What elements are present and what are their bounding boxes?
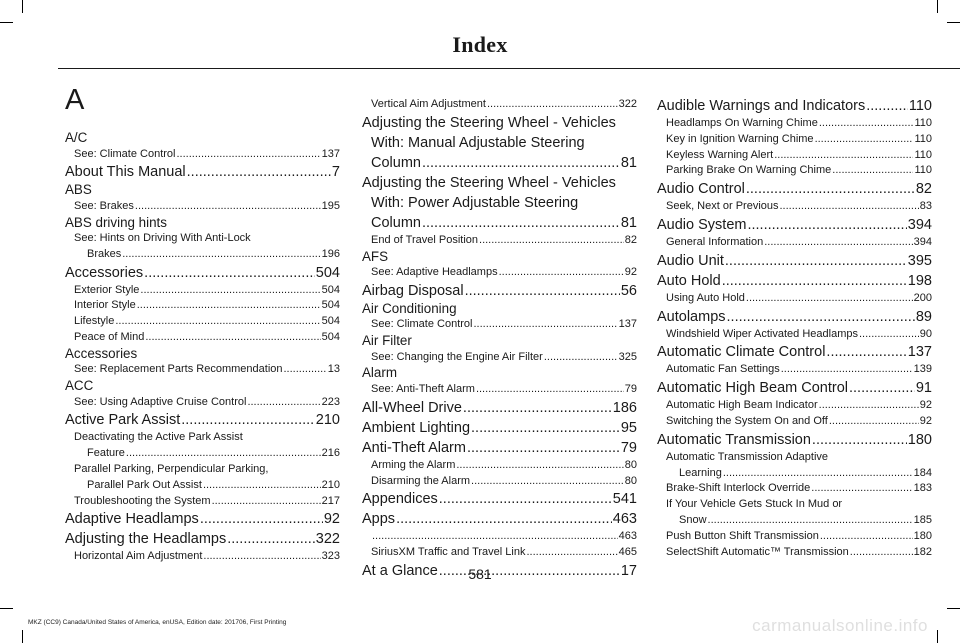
index-entry[interactable]: Parallel Park Out Assist ..... 210 xyxy=(65,478,340,494)
index-entry[interactable]: Feature ..... 216 xyxy=(65,446,340,462)
crop-mark xyxy=(0,608,13,609)
index-entry[interactable]: Horizontal Aim Adjustment ..... 323 xyxy=(65,549,340,565)
footer-edition: MKZ (CC9) Canada/United States of America, enUSA, Edition date: 201706, First Printing xyxy=(28,619,287,626)
index-entry[interactable]: Automatic Transmission ..... 180 xyxy=(657,430,932,450)
index-entry[interactable]: All-Wheel Drive ..... 186 xyxy=(362,398,637,418)
index-heading: AFS xyxy=(362,248,389,264)
index-entry[interactable]: See: Brakes ..... 195 xyxy=(65,199,340,215)
crop-mark xyxy=(0,22,13,23)
index-entry[interactable]: See: Adaptive Headlamps ..... 92 xyxy=(362,265,637,281)
page-number: 581 xyxy=(468,566,492,582)
index-heading: ACC xyxy=(65,378,94,394)
index-entry[interactable]: About This Manual ..... 7 xyxy=(65,162,340,182)
index-entry[interactable]: Switching the System On and Off ..... 92 xyxy=(657,414,932,430)
index-heading: Alarm xyxy=(362,365,397,381)
index-subentry: See: Hints on Driving With Anti-Lock xyxy=(74,232,251,245)
index-entry[interactable]: Keyless Warning Alert ..... 110 xyxy=(657,148,932,164)
index-entry[interactable]: Windshield Wiper Activated Headlamps ..... 90 xyxy=(657,327,932,343)
index-entry[interactable]: Parking Brake On Warning Chime ..... 110 xyxy=(657,163,932,179)
index-column-1 xyxy=(65,80,340,565)
index-entry[interactable]: Active Park Assist ..... 210 xyxy=(65,410,340,430)
index-heading: ABS driving hints xyxy=(65,214,167,230)
index-entry[interactable]: Using Auto Hold ..... 200 xyxy=(657,291,932,307)
index-entry[interactable]: Headlamps On Warning Chime ..... 110 xyxy=(657,116,932,132)
index-entry[interactable]: Audio Unit ..... 395 xyxy=(657,251,932,271)
section-letter: A xyxy=(65,84,85,116)
index-entry[interactable]: Push Button Shift Transmission ..... 180 xyxy=(657,529,932,545)
index-entry[interactable]: Automatic Fan Settings ..... 139 xyxy=(657,362,932,378)
crop-mark xyxy=(947,22,960,23)
index-entry[interactable]: Accessories ..... 504 xyxy=(65,263,340,283)
index-entry[interactable]: Airbag Disposal ..... 56 xyxy=(362,281,637,301)
index-entry[interactable]: Auto Hold ..... 198 xyxy=(657,271,932,291)
index-entry[interactable]: Audio System ..... 394 xyxy=(657,215,932,235)
crop-mark xyxy=(22,0,23,13)
index-heading: With: Power Adjustable Steering xyxy=(371,194,579,211)
index-heading: Air Filter xyxy=(362,333,412,349)
index-entry[interactable]: Autolamps ..... 89 xyxy=(657,307,932,327)
index-entry[interactable]: See: Replacement Parts Recommendation ..... 13 xyxy=(65,362,340,378)
index-subentry: Automatic Transmission Adaptive xyxy=(666,450,829,463)
index-entry[interactable]: Automatic High Beam Indicator ..... 92 xyxy=(657,398,932,414)
index-heading: ABS xyxy=(65,182,92,198)
index-entry[interactable]: End of Travel Position ..... 82 xyxy=(362,233,637,249)
index-subentry: Deactivating the Active Park Assist xyxy=(74,431,243,444)
index-heading: Air Conditioning xyxy=(362,300,457,316)
index-heading: A/C xyxy=(65,130,88,145)
index-entry[interactable]: Disarming the Alarm ..... 80 xyxy=(362,474,637,490)
crop-mark xyxy=(947,608,960,609)
index-heading: Adjusting the Steering Wheel - Vehicles xyxy=(362,174,616,191)
index-entry[interactable]: Vertical Aim Adjustment ..... 322 xyxy=(362,97,637,113)
crop-mark xyxy=(937,0,938,13)
index-entry[interactable]: See: Anti-Theft Alarm ..... 79 xyxy=(362,382,637,398)
index-entry[interactable]: Appendices ..... 541 xyxy=(362,489,637,509)
index-entry[interactable]: Automatic High Beam Control ..... 91 xyxy=(657,378,932,398)
index-entry[interactable]: Troubleshooting the System ..... 217 xyxy=(65,494,340,510)
index-entry[interactable]: See: Using Adaptive Cruise Control ..... 223 xyxy=(65,395,340,411)
watermark: carmanualsonline.info xyxy=(752,616,928,635)
index-entry[interactable]: At a Glance ..... 17 xyxy=(362,561,637,581)
crop-mark xyxy=(937,630,938,643)
index-entry[interactable]: Column ..... 81 xyxy=(362,213,637,233)
index-entry[interactable]: Audio Control ..... 82 xyxy=(657,179,932,199)
index-entry[interactable]: Anti-Theft Alarm ..... 79 xyxy=(362,438,637,458)
index-entry[interactable]: General Information ..... 394 xyxy=(657,235,932,251)
index-entry[interactable]: Apps ..... 463 xyxy=(362,509,637,529)
index-entry[interactable]: Audible Warnings and Indicators ..... 110 xyxy=(657,96,932,116)
index-entry[interactable]: Seek, Next or Previous ..... 83 xyxy=(657,199,932,215)
index-entry[interactable]: Lifestyle ..... 504 xyxy=(65,314,340,330)
index-entry[interactable]: SelectShift Automatic™ Transmission ..... 182 xyxy=(657,545,932,561)
index-entry[interactable]: See: Climate Control ..... 137 xyxy=(65,147,340,163)
index-entry[interactable]: Ambient Lighting ..... 95 xyxy=(362,418,637,438)
index-entry[interactable]: Exterior Style ..... 504 xyxy=(65,283,340,299)
header-rule xyxy=(58,68,960,69)
index-entry[interactable]: Automatic Climate Control ..... 137 xyxy=(657,342,932,362)
index-subentry: Parallel Parking, Perpendicular Parking, xyxy=(74,463,269,476)
crop-mark xyxy=(22,630,23,643)
index-entry[interactable]: See: Climate Control ..... 137 xyxy=(362,317,637,333)
index-entry[interactable]: See: Changing the Engine Air Filter ..... 325 xyxy=(362,350,637,366)
index-entry[interactable]: Learning ..... 184 xyxy=(657,466,932,482)
index-entry[interactable]: Column ..... 81 xyxy=(362,153,637,173)
index-column-2 xyxy=(362,97,637,581)
index-subentry: If Your Vehicle Gets Stuck In Mud or xyxy=(666,498,843,511)
index-entry[interactable]: SiriusXM Traffic and Travel Link ..... 465 xyxy=(362,545,637,561)
index-column-3 xyxy=(657,96,932,560)
index-entry[interactable]: Adjusting the Headlamps ..... 322 xyxy=(65,529,340,549)
index-entry[interactable]: Interior Style ..... 504 xyxy=(65,298,340,314)
index-entry[interactable]: Brakes ..... 196 xyxy=(65,247,340,263)
index-entry[interactable]: Adaptive Headlamps ..... 92 xyxy=(65,509,340,529)
page-title: Index xyxy=(452,32,508,57)
index-entry[interactable]: ..... 463 xyxy=(362,529,637,545)
index-entry[interactable]: Brake-Shift Interlock Override ..... 183 xyxy=(657,481,932,497)
index-heading: Accessories xyxy=(65,345,138,361)
index-entry[interactable]: Key in Ignition Warning Chime ..... 110 xyxy=(657,132,932,148)
index-heading: With: Manual Adjustable Steering xyxy=(371,134,585,151)
index-heading: Adjusting the Steering Wheel - Vehicles xyxy=(362,114,616,131)
index-entry[interactable]: Peace of Mind ..... 504 xyxy=(65,330,340,346)
index-entry[interactable]: Arming the Alarm ..... 80 xyxy=(362,458,637,474)
index-entry[interactable]: Snow ..... 185 xyxy=(657,513,932,529)
